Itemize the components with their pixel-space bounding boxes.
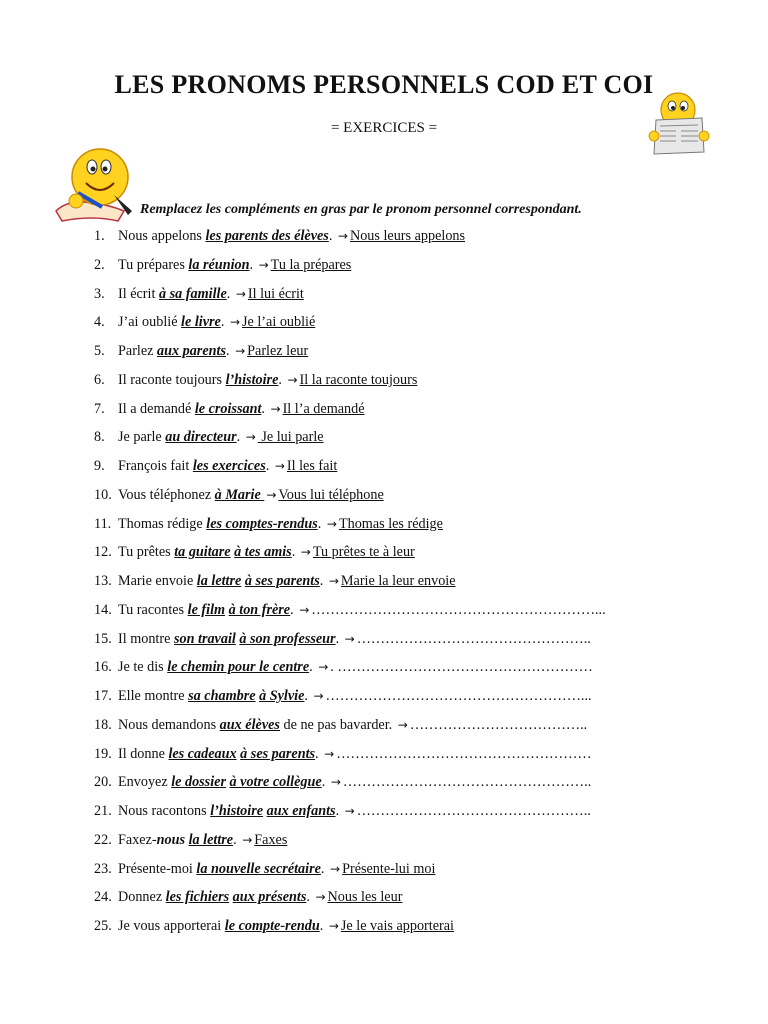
answer-text: Je le vais apporterai bbox=[340, 918, 454, 934]
exercise-number: 11. bbox=[94, 515, 112, 532]
complement-text: à ses parents bbox=[244, 573, 320, 589]
arrow-right-icon: → bbox=[266, 487, 277, 502]
exercise-item bbox=[94, 455, 714, 484]
sentence-text: . bbox=[249, 256, 257, 273]
sentence-text: . bbox=[290, 601, 298, 618]
complement-text: le croissant bbox=[194, 400, 262, 417]
sentence-text: de ne pas bavarder. bbox=[279, 716, 396, 733]
complement-text: les comptes-rendus bbox=[206, 515, 318, 532]
exercise-number: 23. bbox=[94, 860, 112, 877]
answer-blank: ……………………………….. bbox=[409, 716, 588, 733]
complement-text: le dossier bbox=[171, 774, 226, 791]
complement-text: aux élèves bbox=[219, 716, 280, 733]
title-part: ES bbox=[132, 70, 172, 99]
exercise-number: 17. bbox=[94, 688, 112, 704]
complement-text: le compte-rendu bbox=[224, 918, 320, 934]
arrow-right-icon: → bbox=[300, 545, 311, 560]
exercise-number: 5. bbox=[94, 343, 105, 359]
arrow-right-icon: → bbox=[235, 344, 246, 358]
title-part: RONOMS bbox=[187, 70, 314, 99]
exercise-list bbox=[94, 225, 714, 944]
arrow-right-icon: → bbox=[287, 372, 298, 387]
exercise-number: 20. bbox=[94, 774, 112, 791]
arrow-right-icon: → bbox=[337, 229, 348, 243]
complement-text: le chemin pour le centre bbox=[167, 659, 310, 676]
complement-text: à Marie bbox=[214, 486, 265, 503]
sentence-text: Thomas rédige bbox=[118, 515, 207, 532]
title-part: L bbox=[114, 70, 133, 99]
complement-text: aux parents bbox=[157, 343, 226, 359]
sentence-text: Parlez bbox=[118, 343, 157, 359]
answer-text: Il lui écrit bbox=[247, 285, 304, 302]
complement-text: l’histoire bbox=[210, 803, 264, 819]
sentence-text: Je parle bbox=[118, 429, 166, 446]
title-part: P bbox=[171, 70, 188, 99]
title-part: ET bbox=[561, 70, 604, 99]
sentence-text: . bbox=[309, 659, 317, 676]
answer-blank: ………………………………………………... bbox=[325, 688, 592, 704]
arrow-right-icon: → bbox=[344, 631, 355, 646]
sentence-text: Tu prêtes bbox=[118, 544, 175, 561]
arrow-right-icon: → bbox=[328, 919, 339, 933]
complement-text: la lettre bbox=[196, 573, 242, 589]
complement-text: à ton frère bbox=[228, 601, 291, 618]
writing-smiley-icon bbox=[48, 145, 136, 225]
arrow-right-icon: → bbox=[274, 459, 285, 473]
sentence-text: Nous appelons bbox=[118, 228, 206, 244]
complement-text: son travail bbox=[173, 630, 236, 647]
sentence-text: Je vous apporterai bbox=[118, 918, 225, 934]
exercise-item bbox=[94, 771, 714, 800]
exercise-item bbox=[94, 829, 714, 858]
exercise-number: 22. bbox=[94, 831, 112, 848]
exercise-number: 15. bbox=[94, 630, 112, 647]
sentence-text: . bbox=[335, 803, 343, 819]
sentence-text: Tu racontes bbox=[118, 601, 188, 618]
instruction-text: Remplacez les compléments en gras par le pronom personnel correspondant. bbox=[140, 202, 582, 217]
exercise-number: 9. bbox=[94, 458, 105, 474]
answer-text: Tu prêtes te à leur bbox=[312, 544, 415, 561]
sentence-text: . bbox=[319, 573, 327, 589]
sentence-text: . bbox=[319, 918, 327, 934]
exercise-item bbox=[94, 656, 714, 685]
sentence-text: . bbox=[317, 515, 325, 532]
answer-text: Marie la leur envoie bbox=[340, 573, 456, 589]
sentence-text: . bbox=[291, 544, 299, 561]
sentence-text: Je te dis bbox=[118, 659, 168, 676]
exercise-number: 4. bbox=[94, 314, 105, 331]
complement-text: la nouvelle secrétaire bbox=[196, 860, 321, 877]
sentence-text: nous bbox=[156, 831, 186, 848]
title-part: P bbox=[313, 70, 330, 99]
answer-text: Nous les leur bbox=[327, 889, 403, 906]
exercise-item bbox=[94, 599, 714, 628]
answer-text: Je l’ai oublié bbox=[242, 314, 316, 331]
exercise-item bbox=[94, 743, 714, 772]
exercise-item bbox=[94, 541, 714, 570]
exercise-item bbox=[94, 254, 714, 283]
arrow-right-icon: → bbox=[318, 660, 329, 675]
exercise-item bbox=[94, 513, 714, 542]
title-part: COI bbox=[603, 70, 654, 99]
answer-text: Tu la prépares bbox=[270, 256, 352, 273]
complement-text: le film bbox=[187, 601, 226, 618]
complement-text: aux présents bbox=[232, 889, 307, 906]
exercise-item bbox=[94, 369, 714, 398]
answer-blank: ………………………………………….. bbox=[356, 630, 591, 647]
complement-text: la lettre bbox=[188, 831, 234, 848]
sentence-text: . bbox=[261, 400, 269, 417]
exercise-number: 21. bbox=[94, 803, 112, 819]
newspaper-smiley-icon bbox=[648, 92, 710, 156]
complement-text: la réunion bbox=[188, 256, 250, 273]
answer-text: Vous lui téléphone bbox=[278, 486, 384, 503]
title-part: ERSONNELS bbox=[329, 70, 497, 99]
answer-blank: ……………………………………………………... bbox=[311, 601, 606, 618]
complement-text: les cadeaux bbox=[168, 745, 237, 762]
exercise-item bbox=[94, 484, 714, 513]
exercise-item bbox=[94, 685, 714, 714]
answer-text: Faxes bbox=[254, 831, 288, 848]
exercise-number: 24. bbox=[94, 889, 112, 906]
sentence-text: . bbox=[335, 630, 343, 647]
answer-text: Parlez leur bbox=[247, 343, 309, 359]
sentence-text: Marie envoie bbox=[118, 573, 197, 589]
sentence-text: Nous racontons bbox=[118, 803, 211, 819]
sentence-text: Nous demandons bbox=[118, 716, 220, 733]
exercise-number: 16. bbox=[94, 659, 112, 676]
arrow-right-icon: → bbox=[229, 315, 240, 330]
exercise-number: 7. bbox=[94, 400, 105, 417]
exercise-number: 6. bbox=[94, 371, 105, 388]
exercise-item bbox=[94, 311, 714, 340]
sentence-text: Il a demandé bbox=[118, 400, 195, 417]
complement-text: aux enfants bbox=[266, 803, 336, 819]
arrow-right-icon: → bbox=[270, 401, 281, 416]
complement-text: sa chambre bbox=[188, 688, 256, 704]
arrow-right-icon: → bbox=[397, 717, 408, 732]
sentence-text: Il donne bbox=[118, 745, 169, 762]
sentence-text: . bbox=[265, 458, 273, 474]
answer-blank: . ……………………………………………… bbox=[330, 659, 593, 676]
exercise-item bbox=[94, 915, 714, 944]
arrow-right-icon: → bbox=[315, 890, 326, 905]
arrow-right-icon: → bbox=[324, 746, 335, 761]
sentence-text: . bbox=[220, 314, 228, 331]
sentence-text: . bbox=[278, 371, 286, 388]
sentence-text: . bbox=[321, 774, 329, 791]
exercise-item bbox=[94, 714, 714, 743]
exercise-number: 12. bbox=[94, 544, 112, 561]
exercise-number: 25. bbox=[94, 918, 112, 934]
exercise-item bbox=[94, 886, 714, 915]
sentence-text: J’ai oublié bbox=[118, 314, 182, 331]
arrow-right-icon: → bbox=[235, 286, 246, 301]
exercise-item bbox=[94, 283, 714, 312]
arrow-right-icon: → bbox=[313, 689, 324, 703]
exercise-number: 2. bbox=[94, 256, 105, 273]
sentence-text: . bbox=[304, 688, 312, 704]
exercise-item bbox=[94, 628, 714, 657]
sentence-text: . bbox=[236, 429, 244, 446]
sentence-text: . bbox=[315, 745, 323, 762]
sentence-text: Vous téléphonez bbox=[118, 486, 215, 503]
answer-text: Il l’a demandé bbox=[282, 400, 365, 417]
sentence-text: Présente-moi bbox=[118, 860, 197, 877]
sentence-text: . bbox=[233, 831, 241, 848]
answer-text: Présente-lui moi bbox=[342, 860, 436, 877]
exercise-number: 18. bbox=[94, 716, 112, 733]
exercise-number: 19. bbox=[94, 745, 112, 762]
sentence-text: Elle montre bbox=[118, 688, 189, 704]
sentence-text: . bbox=[225, 343, 234, 359]
sentence-text: Faxez- bbox=[118, 831, 157, 848]
exercise-number: 13. bbox=[94, 573, 112, 589]
sentence-text: . bbox=[306, 889, 314, 906]
exercise-number: 3. bbox=[94, 285, 105, 302]
complement-text: au directeur bbox=[165, 429, 237, 446]
sentence-text: . bbox=[226, 285, 234, 302]
exercise-item bbox=[94, 426, 714, 455]
page-subtitle: = EXERCICES = bbox=[330, 120, 438, 136]
answer-text: Il les fait bbox=[286, 458, 338, 474]
sentence-text: Tu prépares bbox=[118, 256, 189, 273]
arrow-right-icon: → bbox=[299, 602, 310, 617]
arrow-right-icon: → bbox=[242, 832, 253, 847]
complement-text: les exercices bbox=[192, 458, 266, 474]
complement-text: à ses parents bbox=[240, 745, 316, 762]
complement-text: les fichiers bbox=[165, 889, 230, 906]
complement-text: à son professeur bbox=[239, 630, 336, 647]
sentence-text: . bbox=[320, 860, 329, 877]
arrow-right-icon: → bbox=[328, 574, 339, 588]
exercise-item bbox=[94, 570, 714, 599]
answer-text: Nous leurs appelons bbox=[349, 228, 466, 244]
sentence-text: . bbox=[328, 228, 336, 244]
answer-blank: …………………………………………….. bbox=[342, 774, 592, 791]
sentence-text: François fait bbox=[118, 458, 193, 474]
exercise-number: 1. bbox=[94, 228, 105, 244]
sentence-text: Donnez bbox=[118, 889, 166, 906]
complement-text: à votre collègue bbox=[229, 774, 322, 791]
arrow-right-icon: → bbox=[245, 430, 256, 445]
exercise-item bbox=[94, 858, 714, 887]
arrow-right-icon: → bbox=[344, 804, 355, 818]
exercise-item bbox=[94, 340, 714, 369]
answer-text: Thomas les rédige bbox=[338, 515, 443, 532]
answer-text: Il la raconte toujours bbox=[299, 371, 418, 388]
complement-text: les parents des élèves bbox=[205, 228, 329, 244]
answer-blank: ……………………………………………… bbox=[336, 745, 592, 762]
complement-text: à sa famille bbox=[158, 285, 227, 302]
complement-text: ta guitare bbox=[174, 544, 231, 561]
complement-text: à tes amis bbox=[234, 544, 292, 561]
exercise-number: 8. bbox=[94, 429, 105, 446]
exercise-number: 10. bbox=[94, 486, 112, 503]
title-part: COD bbox=[496, 70, 562, 99]
exercise-item bbox=[94, 398, 714, 427]
complement-text: l’histoire bbox=[225, 371, 279, 388]
answer-blank: ………………………………………….. bbox=[356, 803, 591, 819]
arrow-right-icon: → bbox=[330, 775, 341, 790]
complement-text: à Sylvie bbox=[259, 688, 305, 704]
exercise-number: 14. bbox=[94, 601, 112, 618]
exercise-item bbox=[94, 800, 714, 829]
arrow-right-icon: → bbox=[258, 257, 269, 272]
arrow-right-icon: → bbox=[326, 516, 337, 531]
answer-text: Je lui parle bbox=[257, 429, 324, 446]
sentence-text: Il montre bbox=[118, 630, 174, 647]
exercise-item bbox=[94, 225, 714, 254]
sentence-text: Il écrit bbox=[118, 285, 159, 302]
complement-text: le livre bbox=[181, 314, 221, 331]
arrow-right-icon: → bbox=[330, 861, 341, 876]
sentence-text: Envoyez bbox=[118, 774, 172, 791]
sentence-text: Il raconte toujours bbox=[118, 371, 226, 388]
